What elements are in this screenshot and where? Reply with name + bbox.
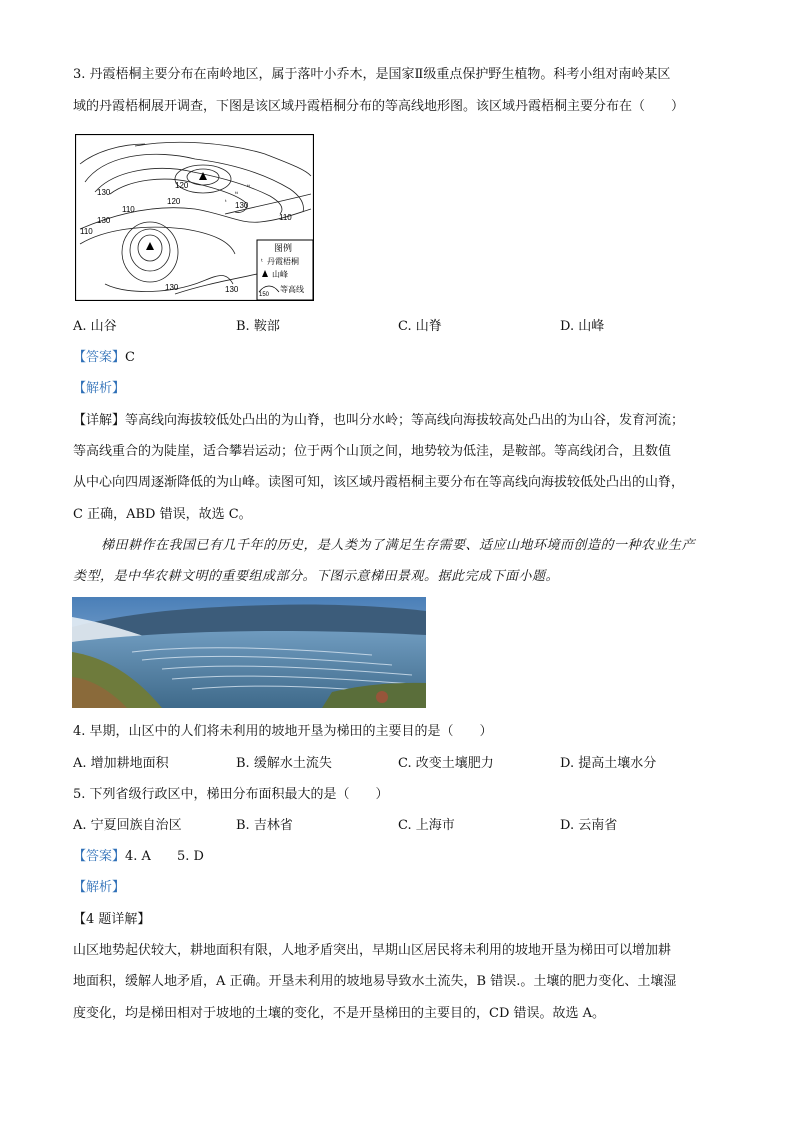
detail-4-line-3: 度变化，均是梯田相对于坡地的土壤的变化，不是开垦梯田的主要目的，CD 错误。故选 A。 [73,1006,606,1021]
analysis-4-5-tag: 【解析】 [73,880,126,895]
q3-answer [73,349,135,367]
q3-detail-line-1 [73,412,684,430]
detail-4-title: 【4 题详解】 [73,912,151,927]
q3-option-b: B. 鞍部 [236,319,280,334]
q5-stem: 5. 下列省级行政区中，梯田分布面积最大的是（ ） [73,787,389,802]
q3-detail-line-4: C 正确，ABD 错误，故选 C。 [73,507,252,522]
detail-4-line-2: 地面积，缓解人地矛盾，A 正确。开垦未利用的坡地易导致水土流失，B 错误.。土壤的肥力变化、土壤湿 [73,974,677,989]
contour-label: 130 [97,188,111,197]
q3-option-d: D. 山峰 [560,319,605,334]
q4-option-c: C. 改变土壤肥力 [398,756,494,771]
legend-item-tree: 丹霞梧桐 [267,257,299,266]
legend-item-peak: 山峰 [272,270,288,279]
q4-option-a: A. 增加耕地面积 [73,756,169,771]
q5-option-a: A. 宁夏回族自治区 [73,818,182,833]
q4-option-d: D. 提高土壤水分 [560,756,657,771]
svg-text:ᵗ: ᵗ [225,199,227,206]
contour-label: 110 [122,205,135,214]
contour-label: 110 [279,213,292,222]
contour-label: 120 [167,197,181,206]
contour-label: 110 [80,227,93,236]
q3-stem-line-1: 3. 丹霞梧桐主要分布在南岭地区，属于落叶小乔木，是国家Ⅱ级重点保护野生植物。科考小组对南岭某区 [73,67,671,82]
contour-label: 120 [175,181,189,190]
answer-5: 5. D [176,849,204,864]
contour-label: 130 [235,201,249,210]
q3-detail-line-2: 等高线重合的为陡崖，适合攀岩运动；位于两个山顶之间，地势较为低洼，是鞍部。等高线闭合，且数值 [73,444,672,459]
contour-label: 130 [165,283,179,292]
answer-tag: 【答案】 [73,350,126,365]
legend-title: 图例 [274,244,293,254]
q3-stem-line-2: 域的丹霞梧桐展开调查，下图是该区域丹霞梧桐分布的等高线地形图。该区域丹霞梧桐主要分布在（ ） [73,99,685,114]
detail-tag: 【详解】 [73,413,126,428]
svg-text:ᵗᵗ: ᵗᵗ [247,184,250,191]
contour-map [75,134,314,301]
answer-value: C [125,350,135,365]
map-legend [257,240,313,300]
q5-option-b: B. 吉林省 [236,818,293,833]
answer-4: 4. A [125,849,151,864]
detail-text: 等高线向海拔较低处凸出的为山脊，也叫分水岭；等高线向海拔较高处凸出的为山谷，发育河流； [125,413,685,428]
legend-contour-value: 150 [259,292,270,298]
q3-detail-line-3: 从中心向四周逐渐降低的为山峰。读图可知，该区域丹霞梧桐主要分布在等高线向海拔较低处凸出的山脊， [73,475,685,490]
q4-stem: 4. 早期，山区中的人们将未利用的坡地开垦为梯田的主要目的是（ ） [73,724,493,739]
answers-4-5 [73,848,204,866]
q5-option-c: C. 上海市 [398,818,455,833]
answer-tag: 【答案】 [73,849,126,864]
terrace-landscape-image [72,597,426,708]
detail-4-line-1: 山区地势起伏较大，耕地面积有限，人地矛盾突出，早期山区居民将未利用的坡地开垦为梯田可以增加耕 [73,943,672,958]
q3-option-c: C. 山脊 [398,319,442,334]
contour-label: 130 [97,216,111,225]
svg-text:ᵗᵗ: ᵗᵗ [235,191,238,198]
intro-line-1: 梯田耕作在我国已有几千年的历史，是人类为了满足生存需要、适应山地环境而创造的一种农业生产 [101,538,696,553]
intro-line-2: 类型，是中华农耕文明的重要组成部分。下图示意梯田景观。据此完成下面小题。 [73,569,560,584]
contour-label: 130 [225,285,239,294]
q5-option-d: D. 云南省 [560,818,618,833]
legend-item-contour: 等高线 [280,285,304,294]
q4-option-b: B. 缓解水土流失 [236,756,332,771]
q3-analysis-tag: 【解析】 [73,381,126,396]
q3-option-a: A. 山谷 [73,319,117,334]
svg-text:ᵗ: ᵗ [261,258,263,266]
